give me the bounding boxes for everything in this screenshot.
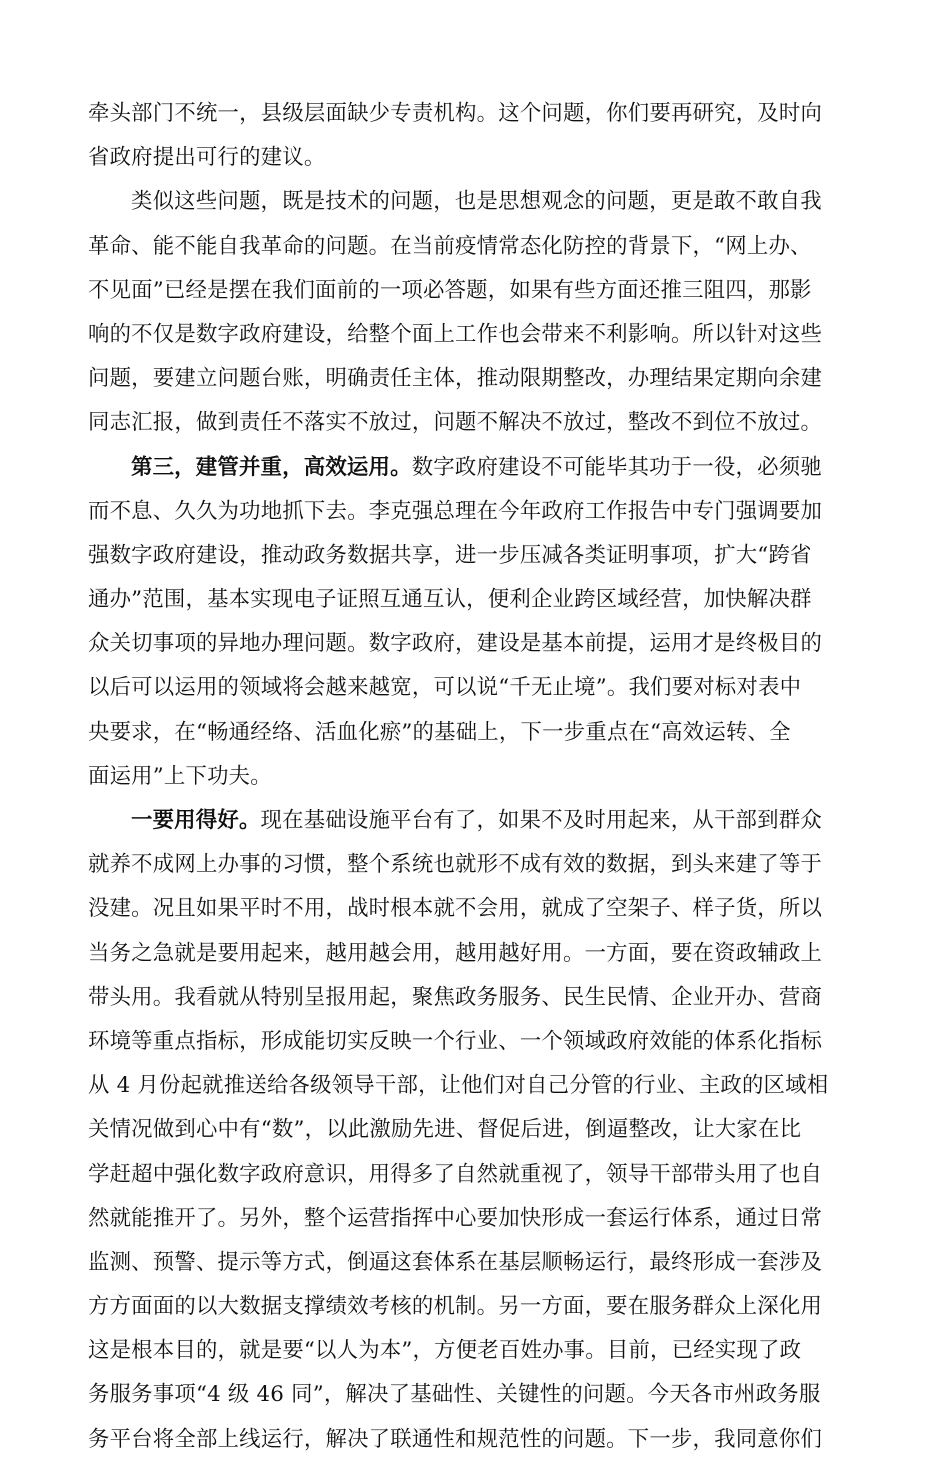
text-line: 这是根本目的，就是要“以人为本”，方便老百姓办事。目前，已经实现了政: [88, 1338, 802, 1364]
text-line: 同志汇报，做到责任不落实不放过，问题不解决不放过，整改不到位不放过。: [88, 410, 823, 436]
text-line: 央要求，在“畅通经络、活血化瘀”的基础上，下一步重点在“高效运转、全: [88, 719, 791, 745]
text-line: 不见面”已经是摆在我们面前的一项必答题，如果有些方面还推三阻四，那影: [88, 277, 812, 303]
text-line: 面运用”上下功夫。: [88, 763, 272, 789]
text-line: 省政府提出可行的建议。: [88, 145, 326, 171]
text-line: 类似这些问题，既是技术的问题，也是思想观念的问题，更是敢不敢自我: [131, 189, 822, 215]
text-line: 务平台将全部上线运行，解决了联通性和规范性的问题。下一步，我同意你们: [88, 1426, 823, 1452]
text-line: 通办”范围，基本实现电子证照互通互认，便利企业跨区域经营，加快解决群: [88, 587, 812, 613]
text-line: 强数字政府建设，推动政务数据共享，进一步压减各类证明事项，扩大“跨省: [88, 542, 812, 568]
paragraph-2: [88, 180, 860, 445]
text-line: 牵头部门不统一，县级层面缺少专责机构。这个问题，你们要再研究，及时向: [88, 101, 823, 126]
text-line: 务服务事项“4 级 46 同”，解决了基础性、关键性的问题。今天各市州政务服: [88, 1382, 821, 1408]
text-line: 响的不仅是数字政府建设，给整个面上工作也会带来不利影响。所以针对这些: [88, 321, 823, 347]
text-line: 带头用。我看就从特别呈报用起，聚焦政务服务、民生民情、企业开办、营商: [88, 984, 823, 1010]
text-line: 问题，要建立问题台账，明确责任主体，推动限期整改，办理结果定期向余建: [88, 366, 823, 392]
text-run: 现在基础设施平台有了，如果不及时用起来，从干部到群众: [260, 808, 822, 833]
text-line: 方方面面的以大数据支撑绩效考核的机制。另一方面，要在服务群众上深化用: [88, 1294, 823, 1320]
text-line: 就养不成网上办事的习惯，整个系统也就形不成有效的数据，到头来建了等于: [88, 852, 823, 878]
paragraph-3: [88, 446, 860, 800]
text-line: 没建。况且如果平时不用，战时根本就不会用，就成了空架子、样子货，所以: [88, 896, 823, 922]
section-heading: 第三，建管并重，高效运用。: [131, 454, 412, 480]
text-line: [88, 799, 860, 843]
text-line: 环境等重点指标，形成能切实反映一个行业、一个领域政府效能的体系化指标: [88, 1028, 823, 1054]
text-line: [88, 446, 860, 490]
text-line: 监测、预警、提示等方式，倒逼这套体系在基层顺畅运行，最终形成一套涉及: [88, 1249, 823, 1275]
text-line: 关情况做到心中有“数”，以此激励先进、督促后进，倒逼整改，让大家在比: [88, 1117, 802, 1143]
paragraph-4: [88, 799, 860, 1462]
text-line: 学赶超中强化数字政府意识，用得多了自然就重视了，领导干部带头用了也自: [88, 1161, 823, 1187]
text-line: 以后可以运用的领域将会越来越宽，可以说“千无止境”。我们要对标对表中: [88, 675, 802, 701]
section-heading: 一要用得好。: [131, 808, 261, 833]
text-line: 然就能推开了。另外，整个运营指挥中心要加快形成一套运行体系，通过日常: [88, 1205, 823, 1231]
text-line: 而不息、久久为功地抓下去。李克强总理在今年政府工作报告中专门强调要加: [88, 498, 823, 524]
text-line: 从 4 月份起就推送给各级领导干部，让他们对自己分管的行业、主政的区域相: [88, 1073, 829, 1099]
text-run: 数字政府建设不可能毕其功于一役，必须驰: [411, 454, 822, 480]
text-line: 当务之急就是要用起来，越用越会用，越用越好用。一方面，要在资政辅政上: [88, 940, 823, 966]
text-line: 革命、能不能自我革命的问题。在当前疫情常态化防控的背景下，“网上办、: [88, 233, 812, 259]
paragraph-1: [88, 92, 860, 180]
document-page: [88, 92, 860, 1462]
text-line: 众关切事项的异地办理问题。数字政府，建设是基本前提，运用才是终极目的: [88, 631, 823, 657]
